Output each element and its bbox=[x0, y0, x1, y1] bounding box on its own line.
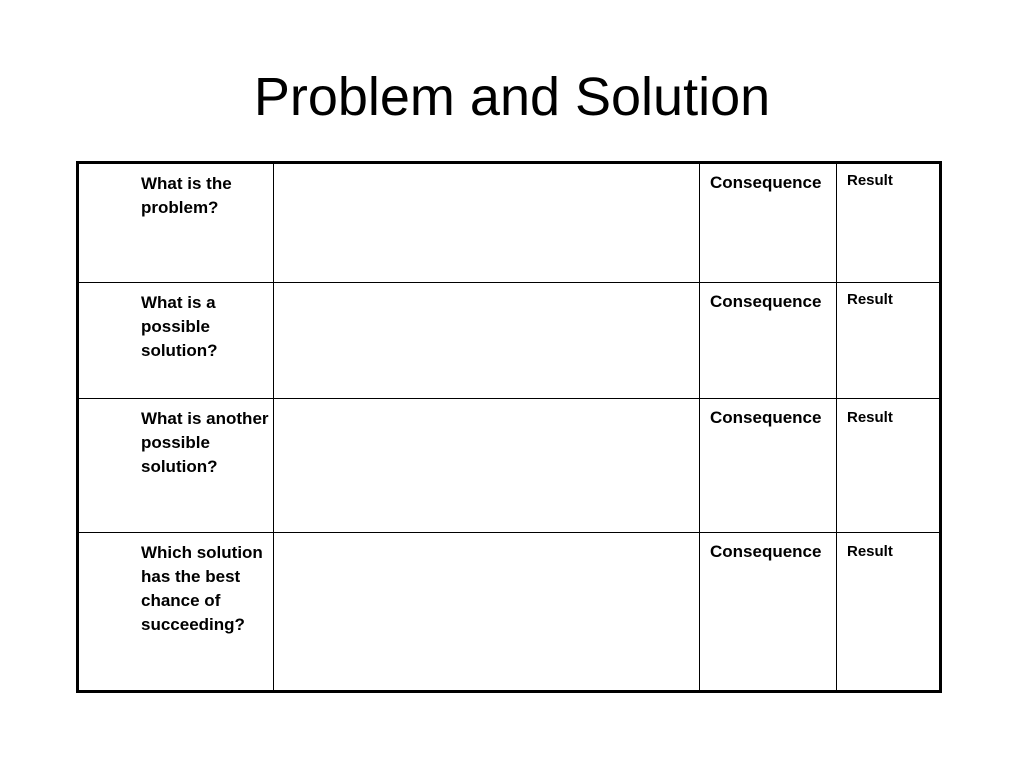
result-label: Result bbox=[847, 172, 893, 189]
question-label: What is a possible solution? bbox=[141, 293, 218, 360]
result-label: Result bbox=[847, 409, 893, 426]
table-row bbox=[78, 283, 941, 399]
result-cell[interactable] bbox=[837, 163, 941, 283]
question-label: What is another possible solution? bbox=[141, 409, 269, 476]
result-cell[interactable] bbox=[837, 399, 941, 533]
result-label: Result bbox=[847, 291, 893, 308]
consequence-label: Consequence bbox=[710, 542, 822, 561]
table-row bbox=[78, 163, 941, 283]
problem-solution-table bbox=[76, 161, 942, 693]
consequence-cell[interactable] bbox=[700, 283, 837, 399]
consequence-cell[interactable] bbox=[700, 163, 837, 283]
result-cell[interactable] bbox=[837, 533, 941, 692]
question-cell bbox=[78, 399, 274, 533]
result-label: Result bbox=[847, 543, 893, 560]
question-cell bbox=[78, 163, 274, 283]
question-cell bbox=[78, 533, 274, 692]
consequence-label: Consequence bbox=[710, 408, 822, 427]
table-row bbox=[78, 533, 941, 692]
answer-cell[interactable] bbox=[274, 399, 700, 533]
result-cell[interactable] bbox=[837, 283, 941, 399]
question-label: Which solution has the best chance of succeeding? bbox=[141, 543, 263, 634]
question-label: What is the problem? bbox=[141, 174, 232, 217]
answer-cell[interactable] bbox=[274, 283, 700, 399]
question-cell bbox=[78, 283, 274, 399]
table-row bbox=[78, 399, 941, 533]
consequence-cell[interactable] bbox=[700, 533, 837, 692]
answer-cell[interactable] bbox=[274, 533, 700, 692]
consequence-cell[interactable] bbox=[700, 399, 837, 533]
consequence-label: Consequence bbox=[710, 173, 822, 192]
answer-cell[interactable] bbox=[274, 163, 700, 283]
consequence-label: Consequence bbox=[710, 292, 822, 311]
slide-title: Problem and Solution bbox=[253, 67, 771, 127]
